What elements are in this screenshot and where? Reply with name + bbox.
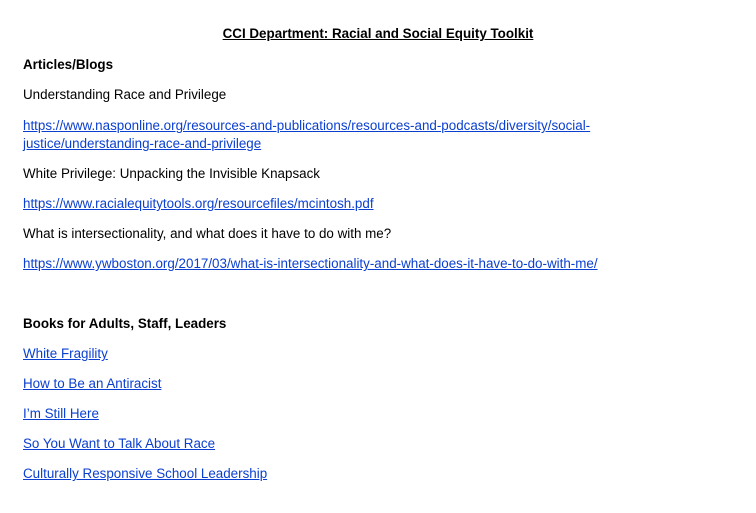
book-link-1-text[interactable]: White Fragility (23, 346, 108, 361)
article-link-1-line2[interactable]: justice/understanding-race-and-privilege (23, 136, 262, 151)
book-link-4-text[interactable]: So You Want to Talk About Race (23, 436, 216, 451)
article-link-2-url[interactable]: https://www.racialequitytools.org/resourcefiles/mcintosh.pdf (23, 196, 374, 211)
book-link-2[interactable] (23, 375, 161, 393)
article-link-3-url[interactable]: https://www.ywboston.org/2017/03/what-is-intersectionality-and-what-does-it-have-to-do-with-me/ (23, 256, 598, 271)
article-link-3[interactable] (23, 255, 598, 273)
article-link-1[interactable] (23, 117, 590, 153)
article-title-2: White Privilege: Unpacking the Invisible Knapsack (23, 166, 320, 181)
article-title-3: What is intersectionality, and what does it have to do with me? (23, 226, 392, 241)
article-title-1: Understanding Race and Privilege (23, 87, 227, 102)
book-link-1[interactable] (23, 345, 108, 363)
book-link-3[interactable] (23, 405, 99, 423)
article-link-1-line1[interactable]: https://www.nasponline.org/resources-and-publications/resources-and-podcasts/diversity/social- (23, 118, 591, 133)
book-link-4[interactable] (23, 435, 215, 453)
books-heading: Books for Adults, Staff, Leaders (23, 316, 227, 331)
book-link-5-text[interactable]: Culturally Responsive School Leadership (23, 466, 268, 481)
book-link-2-text[interactable]: How to Be an Antiracist (23, 376, 162, 391)
book-link-3-text[interactable]: I’m Still Here (23, 406, 99, 421)
document-title: CCI Department: Racial and Social Equity Toolkit (222, 26, 534, 41)
article-link-2[interactable] (23, 195, 374, 213)
articles-heading: Articles/Blogs (23, 57, 114, 72)
book-link-5[interactable] (23, 465, 267, 483)
